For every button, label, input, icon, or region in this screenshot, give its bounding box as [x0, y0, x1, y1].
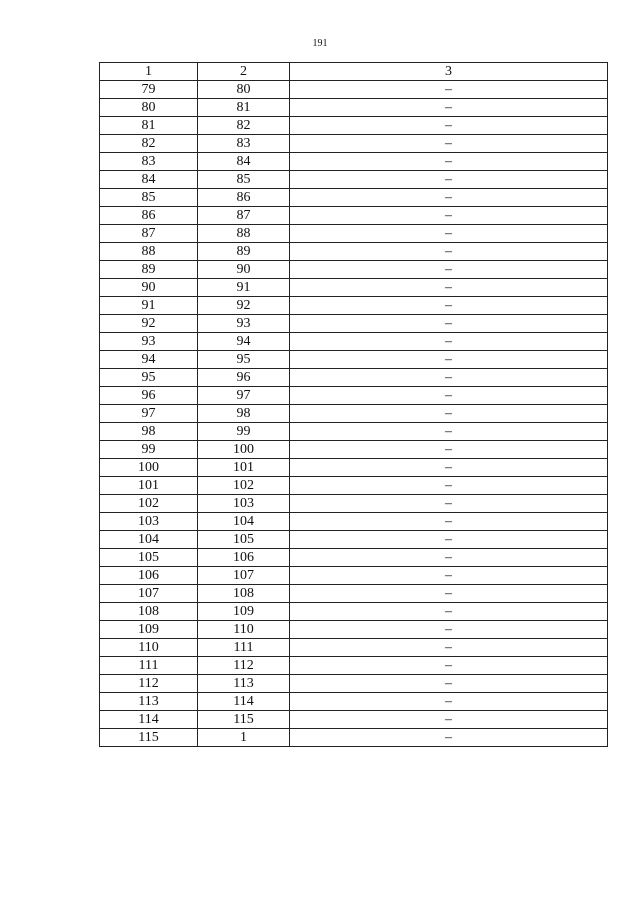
table-cell-col-3: – — [290, 477, 608, 495]
table-row — [100, 387, 608, 405]
table-body — [100, 81, 608, 747]
table-cell-col-2: 89 — [198, 243, 290, 261]
table-cell-col-2: 80 — [198, 81, 290, 99]
column-header-1: 1 — [100, 63, 198, 81]
table-row — [100, 315, 608, 333]
table-cell-col-1: 107 — [100, 585, 198, 603]
table-cell-col-1: 96 — [100, 387, 198, 405]
table-cell-col-3: – — [290, 585, 608, 603]
table-cell-col-2: 104 — [198, 513, 290, 531]
table-row — [100, 153, 608, 171]
table-cell-col-1: 109 — [100, 621, 198, 639]
table-cell-col-3: – — [290, 729, 608, 747]
table-cell-col-3: – — [290, 315, 608, 333]
table-cell-col-1: 89 — [100, 261, 198, 279]
table-cell-col-1: 95 — [100, 369, 198, 387]
table-cell-col-2: 103 — [198, 495, 290, 513]
table-row — [100, 621, 608, 639]
table-row — [100, 243, 608, 261]
table-row — [100, 585, 608, 603]
table-cell-col-1: 86 — [100, 207, 198, 225]
table-cell-col-3: – — [290, 405, 608, 423]
table-cell-col-1: 93 — [100, 333, 198, 351]
table-cell-col-3: – — [290, 171, 608, 189]
table-cell-col-1: 101 — [100, 477, 198, 495]
table-cell-col-2: 95 — [198, 351, 290, 369]
table-cell-col-2: 101 — [198, 459, 290, 477]
table-cell-col-2: 82 — [198, 117, 290, 135]
table-cell-col-2: 100 — [198, 441, 290, 459]
table-row — [100, 279, 608, 297]
table-cell-col-1: 87 — [100, 225, 198, 243]
table-cell-col-3: – — [290, 81, 608, 99]
table-cell-col-1: 94 — [100, 351, 198, 369]
table-row — [100, 117, 608, 135]
table-row — [100, 441, 608, 459]
table-cell-col-2: 1 — [198, 729, 290, 747]
table-row — [100, 567, 608, 585]
table-header — [100, 63, 608, 81]
table-row — [100, 639, 608, 657]
table-cell-col-2: 87 — [198, 207, 290, 225]
table-cell-col-2: 91 — [198, 279, 290, 297]
table-cell-col-1: 81 — [100, 117, 198, 135]
table-cell-col-1: 85 — [100, 189, 198, 207]
table-row — [100, 549, 608, 567]
table-cell-col-1: 112 — [100, 675, 198, 693]
table-cell-col-1: 79 — [100, 81, 198, 99]
table-cell-col-3: – — [290, 441, 608, 459]
table-row — [100, 729, 608, 747]
column-header-2: 2 — [198, 63, 290, 81]
table-row — [100, 81, 608, 99]
table-cell-col-1: 88 — [100, 243, 198, 261]
table-cell-col-3: – — [290, 243, 608, 261]
table-row — [100, 171, 608, 189]
table-cell-col-1: 104 — [100, 531, 198, 549]
table-cell-col-2: 109 — [198, 603, 290, 621]
table-cell-col-2: 92 — [198, 297, 290, 315]
table-cell-col-1: 114 — [100, 711, 198, 729]
table-cell-col-3: – — [290, 135, 608, 153]
table-cell-col-3: – — [290, 423, 608, 441]
table-cell-col-1: 100 — [100, 459, 198, 477]
table-row — [100, 225, 608, 243]
table-cell-col-2: 108 — [198, 585, 290, 603]
table-cell-col-1: 90 — [100, 279, 198, 297]
table-cell-col-2: 106 — [198, 549, 290, 567]
table-cell-col-1: 91 — [100, 297, 198, 315]
table-cell-col-3: – — [290, 207, 608, 225]
table-cell-col-1: 105 — [100, 549, 198, 567]
table-row — [100, 459, 608, 477]
table-cell-col-2: 90 — [198, 261, 290, 279]
table-cell-col-3: – — [290, 495, 608, 513]
table-row — [100, 495, 608, 513]
table-cell-col-1: 110 — [100, 639, 198, 657]
table-cell-col-1: 92 — [100, 315, 198, 333]
table-row — [100, 693, 608, 711]
table-cell-col-2: 110 — [198, 621, 290, 639]
table-row — [100, 369, 608, 387]
table-cell-col-3: – — [290, 297, 608, 315]
table-cell-col-3: – — [290, 117, 608, 135]
table-cell-col-2: 84 — [198, 153, 290, 171]
table-cell-col-3: – — [290, 351, 608, 369]
table-cell-col-2: 115 — [198, 711, 290, 729]
table-cell-col-2: 93 — [198, 315, 290, 333]
table-row — [100, 477, 608, 495]
table-cell-col-2: 113 — [198, 675, 290, 693]
table-cell-col-2: 99 — [198, 423, 290, 441]
table-cell-col-2: 97 — [198, 387, 290, 405]
header-row — [100, 63, 608, 81]
table-cell-col-1: 111 — [100, 657, 198, 675]
column-header-3: 3 — [290, 63, 608, 81]
table-cell-col-3: – — [290, 387, 608, 405]
table-cell-col-2: 102 — [198, 477, 290, 495]
table-cell-col-2: 88 — [198, 225, 290, 243]
table-row — [100, 531, 608, 549]
table-cell-col-3: – — [290, 549, 608, 567]
table-cell-col-3: – — [290, 639, 608, 657]
table-cell-col-1: 103 — [100, 513, 198, 531]
table-row — [100, 351, 608, 369]
table-cell-col-3: – — [290, 261, 608, 279]
table-cell-col-3: – — [290, 225, 608, 243]
table-cell-col-2: 96 — [198, 369, 290, 387]
table-cell-col-3: – — [290, 279, 608, 297]
table-row — [100, 405, 608, 423]
table-cell-col-2: 86 — [198, 189, 290, 207]
table-cell-col-1: 82 — [100, 135, 198, 153]
table-cell-col-1: 113 — [100, 693, 198, 711]
table-cell-col-1: 102 — [100, 495, 198, 513]
table-cell-col-3: – — [290, 153, 608, 171]
table-cell-col-3: – — [290, 333, 608, 351]
table-cell-col-3: – — [290, 657, 608, 675]
table-row — [100, 603, 608, 621]
table-cell-col-2: 107 — [198, 567, 290, 585]
table-row — [100, 423, 608, 441]
table-cell-col-1: 106 — [100, 567, 198, 585]
table-row — [100, 513, 608, 531]
table-cell-col-2: 94 — [198, 333, 290, 351]
table-cell-col-3: – — [290, 369, 608, 387]
table-cell-col-1: 80 — [100, 99, 198, 117]
table-row — [100, 135, 608, 153]
table-cell-col-2: 105 — [198, 531, 290, 549]
table-cell-col-2: 83 — [198, 135, 290, 153]
table-cell-col-2: 112 — [198, 657, 290, 675]
table-cell-col-3: – — [290, 513, 608, 531]
table-cell-col-2: 85 — [198, 171, 290, 189]
table-row — [100, 261, 608, 279]
table-row — [100, 189, 608, 207]
table-cell-col-1: 83 — [100, 153, 198, 171]
table-cell-col-1: 115 — [100, 729, 198, 747]
table-cell-col-1: 98 — [100, 423, 198, 441]
table-row — [100, 99, 608, 117]
table-cell-col-3: – — [290, 621, 608, 639]
table-cell-col-3: – — [290, 189, 608, 207]
table-cell-col-2: 114 — [198, 693, 290, 711]
table-cell-col-2: 111 — [198, 639, 290, 657]
table-cell-col-1: 84 — [100, 171, 198, 189]
table-cell-col-3: – — [290, 459, 608, 477]
table-cell-col-1: 108 — [100, 603, 198, 621]
data-table — [99, 62, 608, 747]
table-cell-col-3: – — [290, 531, 608, 549]
table-cell-col-2: 81 — [198, 99, 290, 117]
table-row — [100, 675, 608, 693]
table-row — [100, 297, 608, 315]
table-cell-col-3: – — [290, 675, 608, 693]
table-cell-col-3: – — [290, 99, 608, 117]
table-cell-col-2: 98 — [198, 405, 290, 423]
table-row — [100, 657, 608, 675]
table-cell-col-3: – — [290, 711, 608, 729]
table-cell-col-3: – — [290, 693, 608, 711]
table-cell-col-1: 97 — [100, 405, 198, 423]
page-number: 191 — [312, 38, 328, 49]
table-cell-col-3: – — [290, 567, 608, 585]
table-cell-col-1: 99 — [100, 441, 198, 459]
table-cell-col-3: – — [290, 603, 608, 621]
table-row — [100, 207, 608, 225]
table-row — [100, 333, 608, 351]
table-row — [100, 711, 608, 729]
